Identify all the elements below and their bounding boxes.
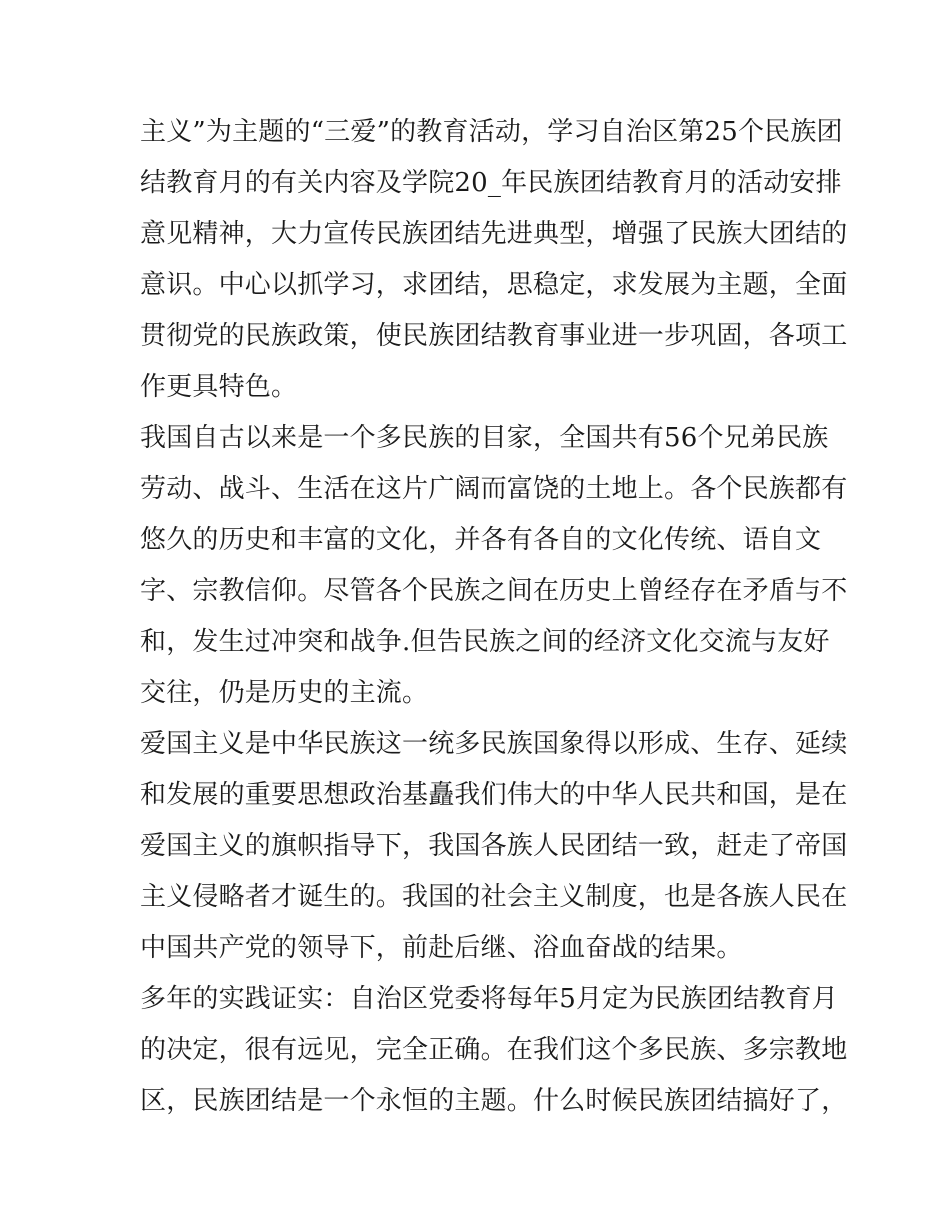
text-line: 的决定，很有远见，完全正确。在我们这个多民族、多宗教地 [140, 1035, 848, 1065]
text-line: 和，发生过冲突和战争.但告民族之间的经济文化交流与友好 [140, 627, 830, 657]
text-line: 意见精神，大力宣传民族团结先进典型，增强了民族大团结的 [140, 219, 848, 249]
text-line: 中国共产党的领导下，前赴后继、浴血奋战的结果。 [140, 933, 743, 963]
text-line: 和发展的重要思想政治基矗我们伟大的中华人民共和国，是在 [140, 780, 848, 810]
document-body [140, 107, 848, 1127]
text-line: 主义侵略者才诞生的。我国的社会主义制度，也是各族人民在 [140, 882, 848, 912]
text-line: 交往，仍是历史的主流。 [140, 678, 429, 708]
text-line: 多年的实践证实：自治区党委将每年5月定为民族团结教育月 [140, 984, 838, 1014]
text-line: 爱国主义是中华民族这一统多民族国象得以形成、生存、延续 [140, 729, 848, 759]
text-line: 结教育月的有关内容及学院20_年民族团结教育月的活动安排 [140, 168, 842, 198]
text-line: 区，民族团结是一个永恒的主题。什么时候民族团结搞好了， [140, 1086, 848, 1116]
text-line: 劳动、战斗、生活在这片广阔而富饶的土地上。各个民族都有 [140, 474, 848, 504]
text-line: 悠久的历史和丰富的文化，并各有各自的文化传统、语自文 [140, 525, 822, 555]
text-line: 字、宗教信仰。尽管各个民族之间在历史上曾经存在矛盾与不 [140, 576, 848, 606]
text-line: 爱国主义的旗帜指导下，我国各族人民团结一致，赶走了帝国 [140, 831, 848, 861]
text-line: 我国自古以来是一个多民族的目家，全国共有56个兄弟民族 [140, 423, 829, 453]
text-line: 意识。中心以抓学习，求团结，思稳定，求发展为主题，全面 [140, 270, 848, 300]
text-line: 作更具特色。 [140, 372, 298, 402]
text-line: 贯彻党的民族政策，使民族团结教育事业进一步巩固，各项工 [140, 321, 848, 351]
text-line: 主义”为主题的“三爱”的教育活动，学习自治区第25个民族团 [140, 117, 843, 147]
